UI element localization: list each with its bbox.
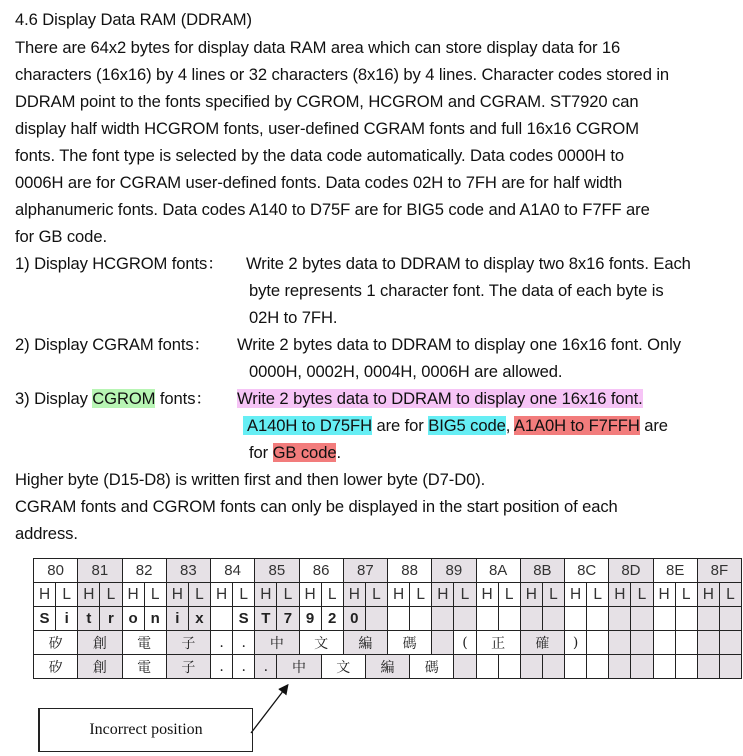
h-cell: H [609, 583, 631, 607]
h-cell: H [299, 583, 321, 607]
incorrect-position-callout: Incorrect position [38, 708, 253, 752]
byte-cell: r [100, 607, 122, 631]
item2-label: 2) Display CGRAM fonts： [15, 335, 211, 354]
cjk-cell: 矽 [34, 655, 78, 679]
byte-cell: n [144, 607, 166, 631]
l-cell: L [410, 583, 432, 607]
misaligned-cjk-cell: 中 [277, 655, 321, 679]
l-cell: L [188, 583, 210, 607]
item3-line2: A140H to D75FH are for BIG5 code, A1A0H to F7FFH are [243, 416, 668, 436]
byte-cell: i [56, 607, 78, 631]
address-cell: 82 [122, 559, 166, 583]
address-cell: 8C [565, 559, 609, 583]
address-cell: 8D [609, 559, 653, 583]
byte-cell: S [34, 607, 56, 631]
cjk-cell: 創 [78, 655, 122, 679]
l-cell: L [542, 583, 564, 607]
byte-cell: . [233, 655, 255, 679]
h-cell: H [476, 583, 498, 607]
item3-label: 3) Display CGROM fonts： [15, 389, 212, 408]
h-cell: H [166, 583, 188, 607]
paragraph-line: for GB code. [15, 227, 107, 246]
section-title: 4.6 Display Data RAM (DDRAM) [15, 10, 252, 29]
h-cell: H [78, 583, 100, 607]
l-cell: L [321, 583, 343, 607]
h-cell: H [255, 583, 277, 607]
pink-highlight: Write 2 bytes data to DDRAM to display one 16x16 font. [237, 389, 643, 408]
l-cell: L [719, 583, 741, 607]
paragraph-line: characters (16x16) by 4 lines or 32 characters (8x16) by 4 lines. Character codes stored in [15, 65, 670, 84]
byte-cell: 0 [343, 607, 365, 631]
byte-cell: . [255, 655, 277, 679]
misaligned-cjk-cell: 編 [365, 655, 409, 679]
l-cell: L [498, 583, 520, 607]
address-cell: 81 [78, 559, 122, 583]
cjk-cell: 正 [476, 631, 520, 655]
cjk-cell: 子 [166, 655, 210, 679]
h-cell: H [34, 583, 56, 607]
item1-line: Write 2 bytes data to DDRAM to display two 8x16 fonts. Each [246, 254, 691, 273]
byte-cell: T [255, 607, 277, 631]
address-cell: 8F [697, 559, 741, 583]
cjk-cell: 中 [255, 631, 299, 655]
l-cell: L [277, 583, 299, 607]
byte-cell: 9 [299, 607, 321, 631]
byte-cell: t [78, 607, 100, 631]
cjk-cell: 確 [520, 631, 564, 655]
address-cell: 83 [166, 559, 210, 583]
address-cell: 8A [476, 559, 520, 583]
byte-cell: x [188, 607, 210, 631]
cjk-cell: 矽 [34, 631, 78, 655]
cgrom-highlight: CGROM [92, 389, 156, 408]
note-line: Higher byte (D15-D8) is written first and then lower byte (D7-D0). [15, 470, 486, 489]
byte-cell: i [166, 607, 188, 631]
paragraph-line: There are 64x2 bytes for display data RAM area which can store display data for 16 [15, 38, 621, 57]
h-cell: H [697, 583, 719, 607]
item1-label: 1) Display HCGROM fonts： [15, 254, 224, 273]
address-cell: 85 [255, 559, 299, 583]
address-cell: 88 [388, 559, 432, 583]
cjk-cell: 文 [299, 631, 343, 655]
cjk-cell: 碼 [388, 631, 432, 655]
h-cell: H [122, 583, 144, 607]
l-cell: L [56, 583, 78, 607]
address-cell: 8E [653, 559, 697, 583]
paragraph-line: display half width HCGROM fonts, user-defined CGRAM fonts and full 16x16 CGROM [15, 119, 639, 138]
note-line: CGRAM fonts and CGROM fonts can only be displayed in the start position of each [15, 497, 618, 516]
cjk-cell: 電 [122, 655, 166, 679]
h-cell: H [343, 583, 365, 607]
byte-cell: ( [454, 631, 476, 655]
h-cell: H [432, 583, 454, 607]
h-cell: H [211, 583, 233, 607]
cjk-cell: 電 [122, 631, 166, 655]
byte-cell: . [211, 655, 233, 679]
byte-cell: o [122, 607, 144, 631]
cjk-cell: 創 [78, 631, 122, 655]
l-cell: L [144, 583, 166, 607]
l-cell: L [454, 583, 476, 607]
address-cell: 89 [432, 559, 476, 583]
paragraph-line: fonts. The font type is selected by the data code automatically. Data codes 0000H to [15, 146, 625, 165]
byte-cell: 2 [321, 607, 343, 631]
misaligned-cjk-cell: 文 [321, 655, 365, 679]
note-line: address. [15, 524, 78, 543]
l-cell: L [675, 583, 697, 607]
misaligned-cjk-cell: 碼 [410, 655, 454, 679]
paragraph-line: 0006H are for CGRAM user-defined fonts. Data codes 02H to 7FH are for half width [15, 173, 623, 192]
item3-line3: for GB code. [249, 443, 341, 462]
byte-cell: S [233, 607, 255, 631]
item1-line: 02H to 7FH. [249, 308, 338, 327]
l-cell: L [233, 583, 255, 607]
gb-range-highlight: A1A0H to F7FFH [513, 416, 640, 435]
h-cell: H [388, 583, 410, 607]
h-cell: H [653, 583, 675, 607]
address-cell: 8B [520, 559, 564, 583]
byte-cell: 7 [277, 607, 299, 631]
l-cell: L [631, 583, 653, 607]
paragraph-line: DDRAM point to the fonts specified by CGROM, HCGROM and CGRAM. ST7920 can [15, 92, 639, 111]
h-cell: H [565, 583, 587, 607]
h-cell: H [520, 583, 542, 607]
l-cell: L [365, 583, 387, 607]
item2-line: Write 2 bytes data to DDRAM to display one 16x16 font. Only [237, 335, 681, 354]
address-cell: 86 [299, 559, 343, 583]
gb-label-highlight: GB code [272, 443, 337, 462]
byte-cell: . [211, 631, 233, 655]
big5-label-highlight: BIG5 code [428, 416, 506, 435]
byte-cell: ) [565, 631, 587, 655]
big5-range-highlight: A140H to D75FH [243, 416, 372, 435]
cjk-cell: 子 [166, 631, 210, 655]
paragraph-line: alphanumeric fonts. Data codes A140 to D75F are for BIG5 code and A1A0 to F7FF are [15, 200, 650, 219]
l-cell: L [587, 583, 609, 607]
byte-cell: . [233, 631, 255, 655]
address-cell: 84 [211, 559, 255, 583]
item1-line: byte represents 1 character font. The data of each byte is [249, 281, 664, 300]
address-cell: 80 [34, 559, 78, 583]
cjk-cell: 編 [343, 631, 387, 655]
address-cell: 87 [343, 559, 387, 583]
item2-line: 0000H, 0002H, 0004H, 0006H are allowed. [249, 362, 563, 381]
l-cell: L [100, 583, 122, 607]
